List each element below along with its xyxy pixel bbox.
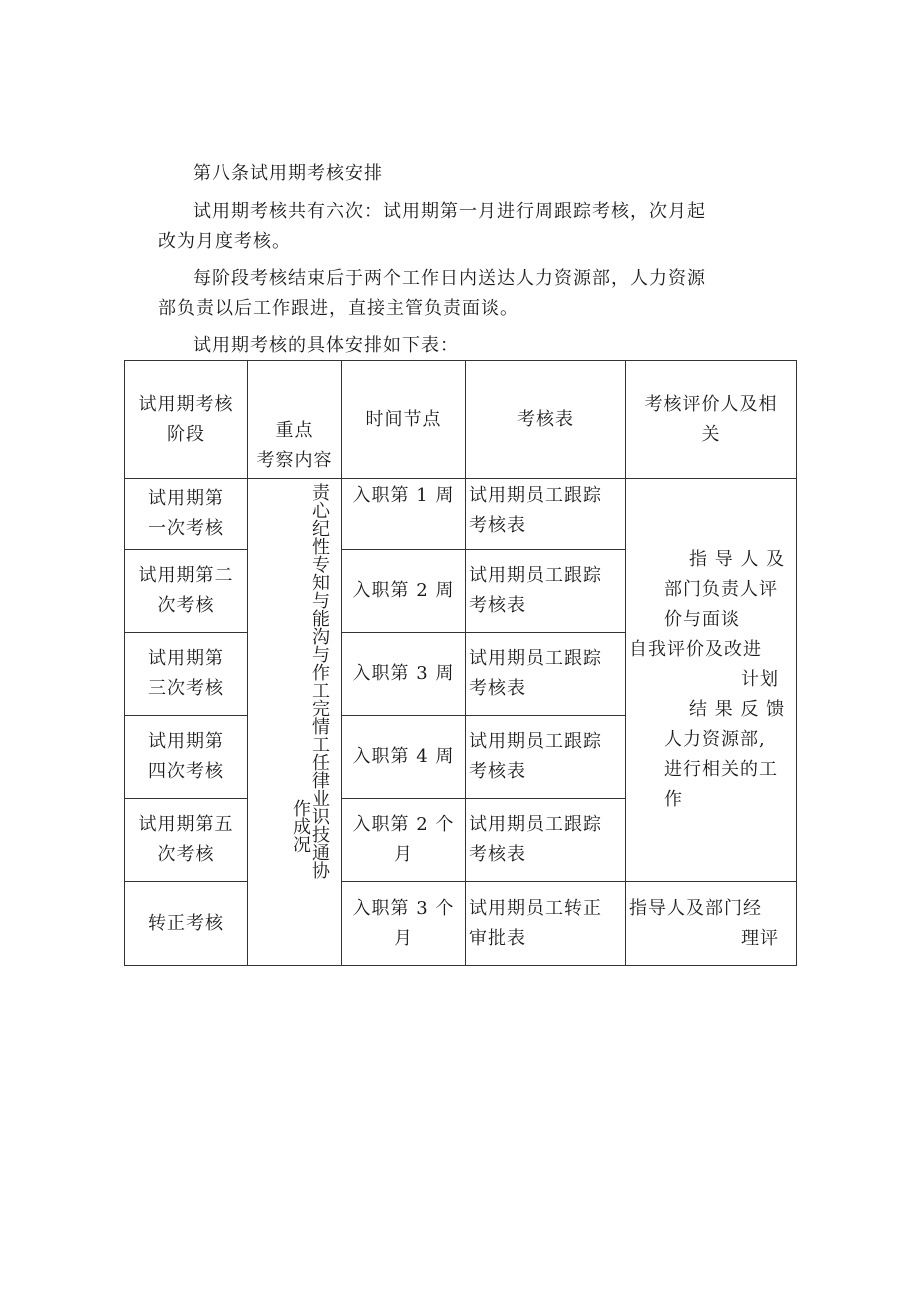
header-time: 时间节点: [342, 361, 466, 479]
time-cell: 入职第 2 周: [342, 550, 466, 633]
stage-cell: 试用期第五 次考核: [125, 799, 248, 882]
probation-schedule-table: [124, 360, 797, 966]
table-row: [125, 479, 797, 550]
header-form: 考核表: [466, 361, 626, 479]
form-cell: 试用期员工跟踪 考核表: [466, 716, 626, 799]
paragraph-2-line-2: 部负责以后工作跟进，直接主管负责面谈。: [158, 298, 519, 319]
paragraph-3: 试用期考核的具体安排如下表：: [193, 335, 459, 356]
time-cell: 入职第 3 周: [342, 633, 466, 716]
focus-content-cell: [248, 479, 342, 966]
form-cell: 试用期员工转正 审批表: [466, 882, 626, 966]
time-cell: 入职第 1 周: [342, 479, 466, 550]
evaluator-merged-cell: 指 导 人 及 部门负责人评 价与面谈 自我评价及改进 计划 结 果 反 馈 人力资源部, 进行相关的工 作: [626, 479, 797, 882]
form-cell: 试用期员工跟踪 考核表: [466, 479, 626, 550]
evaluator-last-cell: 指导人及部门经 理评: [626, 882, 797, 966]
header-evaluator: 考核评价人及相 关: [626, 361, 797, 479]
focus-vertical-side: 作成况: [290, 799, 311, 853]
table-header-row: [125, 361, 797, 479]
time-cell: 入职第 3 个 月: [342, 882, 466, 966]
paragraph-2-line-1: 每阶段考核结束后于两个工作日内送达人力资源部，人力资源: [193, 268, 706, 289]
focus-vertical-main: 责心纪性专知与能沟与作工完情工任律业识技通协: [309, 483, 330, 879]
header-stage: 试用期考核 阶段: [125, 361, 248, 479]
table-row: [125, 882, 797, 966]
stage-cell: 试用期第 四次考核: [125, 716, 248, 799]
stage-cell: 试用期第二 次考核: [125, 550, 248, 633]
form-cell: 试用期员工跟踪 考核表: [466, 550, 626, 633]
time-cell: 入职第 4 周: [342, 716, 466, 799]
form-cell: 试用期员工跟踪 考核表: [466, 799, 626, 882]
paragraph-1-line-1: 试用期考核共有六次：试用期第一月进行周跟踪考核，次月起: [193, 201, 706, 222]
article-title: 第八条试用期考核安排: [193, 163, 383, 184]
stage-cell: 试用期第 一次考核: [125, 479, 248, 550]
paragraph-1-line-2: 改为月度考核。: [158, 231, 291, 252]
stage-cell: 转正考核: [125, 882, 248, 966]
header-focus: 重点 考察内容: [248, 361, 342, 479]
time-cell: 入职第 2 个 月: [342, 799, 466, 882]
stage-cell: 试用期第 三次考核: [125, 633, 248, 716]
form-cell: 试用期员工跟踪 考核表: [466, 633, 626, 716]
